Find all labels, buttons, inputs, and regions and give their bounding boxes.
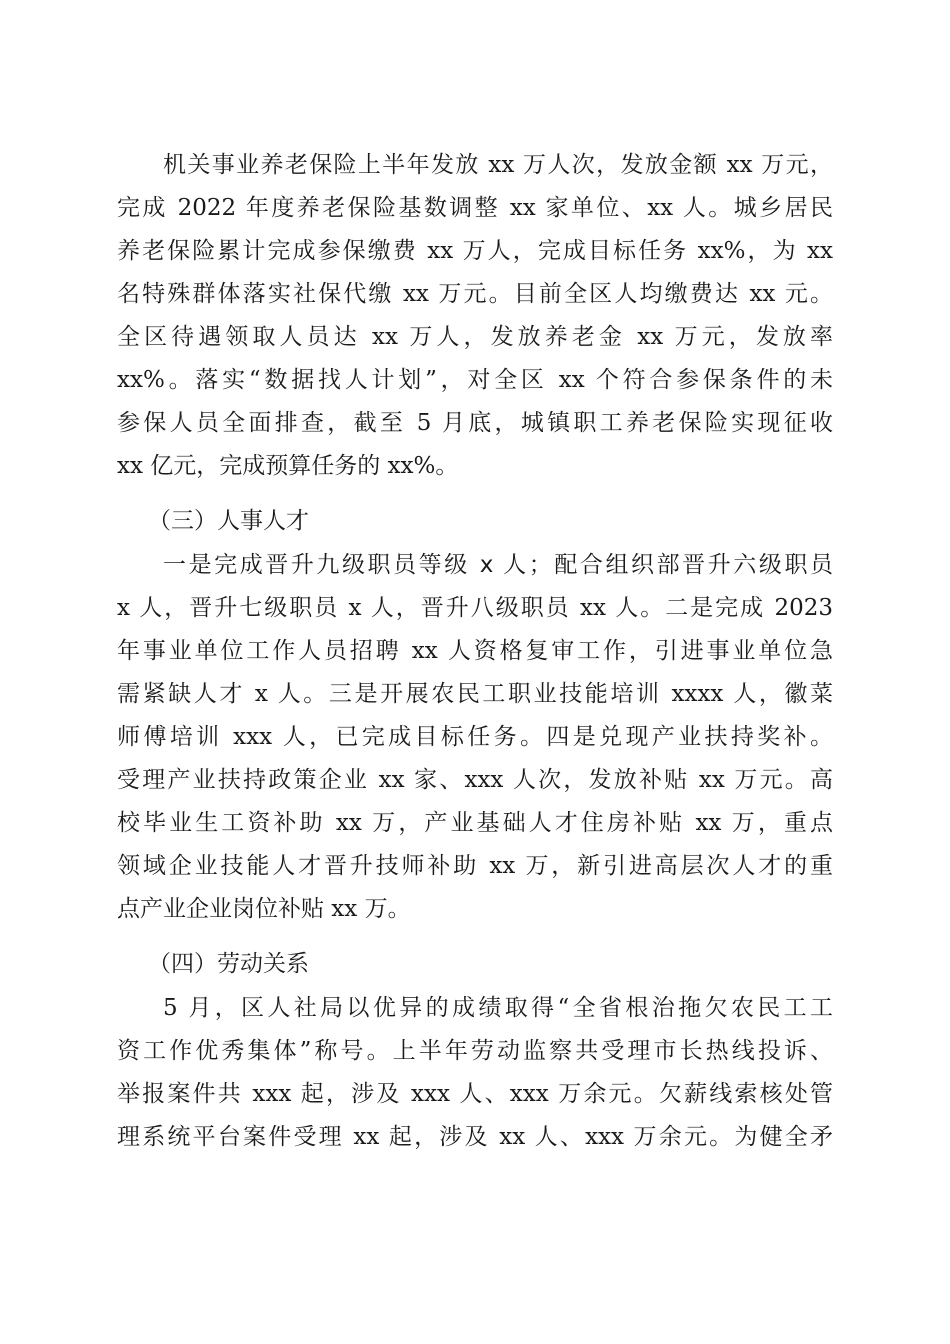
section-heading-labor-relations: （四）劳动关系 (148, 951, 309, 977)
paragraph-line (163, 544, 833, 586)
paragraph-line: 受理产业扶持政策企业 xx 家、xxx 人次，发放补贴 xx 万元。高 (117, 767, 833, 793)
paragraph-line: 需紧缺人才 x 人。三是开展农民工职业技能培训 xxxx 人，徽菜 (117, 681, 833, 707)
paragraph-line: xx 亿元，完成预算任务的 xx%。 (117, 453, 459, 479)
paragraph-line: x 人，晋升七级职员 x 人，晋升八级职员 xx 人。二是完成 2023 (117, 595, 833, 621)
paragraph-line: 5 月，区人社局以优异的成绩取得“全省根治拖欠农民工工 (163, 995, 833, 1021)
paragraph-line: 师傅培训 xxx 人，已完成目标任务。四是兑现产业扶持奖补。 (117, 724, 833, 750)
paragraph-line: 机关事业养老保险上半年发放 xx 万人次，发放金额 xx 万元， (163, 152, 833, 178)
paragraph-line: 参保人员全面排查，截至 5 月底，城镇职工养老保险实现征收 (117, 410, 833, 436)
paragraph-line: 全区待遇领取人员达 xx 万人，发放养老金 xx 万元，发放率 (117, 324, 833, 350)
paragraph-line: xx%。落实“数据找人计划”，对全区 xx 个符合参保条件的未 (117, 367, 833, 393)
paragraph-line: 理系统平台案件受理 xx 起，涉及 xx 人、xxx 万余元。为健全矛 (117, 1124, 833, 1150)
paragraph-line: 养老保险累计完成参保缴费 xx 万人，完成目标任务 xx%，为 xx (117, 238, 833, 264)
paragraph-line: 领域企业技能人才晋升技师补助 xx 万，新引进高层次人才的重 (117, 853, 833, 879)
paragraph-line: 举报案件共 xxx 起，涉及 xxx 人、xxx 万余元。欠薪线索核处管 (117, 1081, 833, 1107)
section-heading-personnel: （三）人事人才 (148, 508, 309, 534)
paragraph-text: 配合组织部晋升六级职员 (551, 552, 834, 578)
paragraph-line: 资工作优秀集体”称号。上半年劳动监察共受理市长热线投诉、 (117, 1038, 833, 1064)
paragraph-line: 点产业企业岗位补贴 xx 万。 (117, 896, 411, 922)
paragraph-line: 校毕业生工资补助 xx 万，产业基础人才住房补贴 xx 万，重点 (117, 810, 833, 836)
paragraph-line: 名特殊群体落实社保代缴 xx 万元。目前全区人均缴费达 xx 元。 (117, 281, 833, 307)
paragraph-lead-text: 一是完成晋升九级职员等级 x 人； (163, 552, 552, 578)
paragraph-line: 完成 2022 年度养老保险基数调整 xx 家单位、xx 人。城乡居民 (117, 195, 833, 221)
paragraph-line: 年事业单位工作人员招聘 xx 人资格复审工作，引进事业单位急 (117, 638, 833, 664)
